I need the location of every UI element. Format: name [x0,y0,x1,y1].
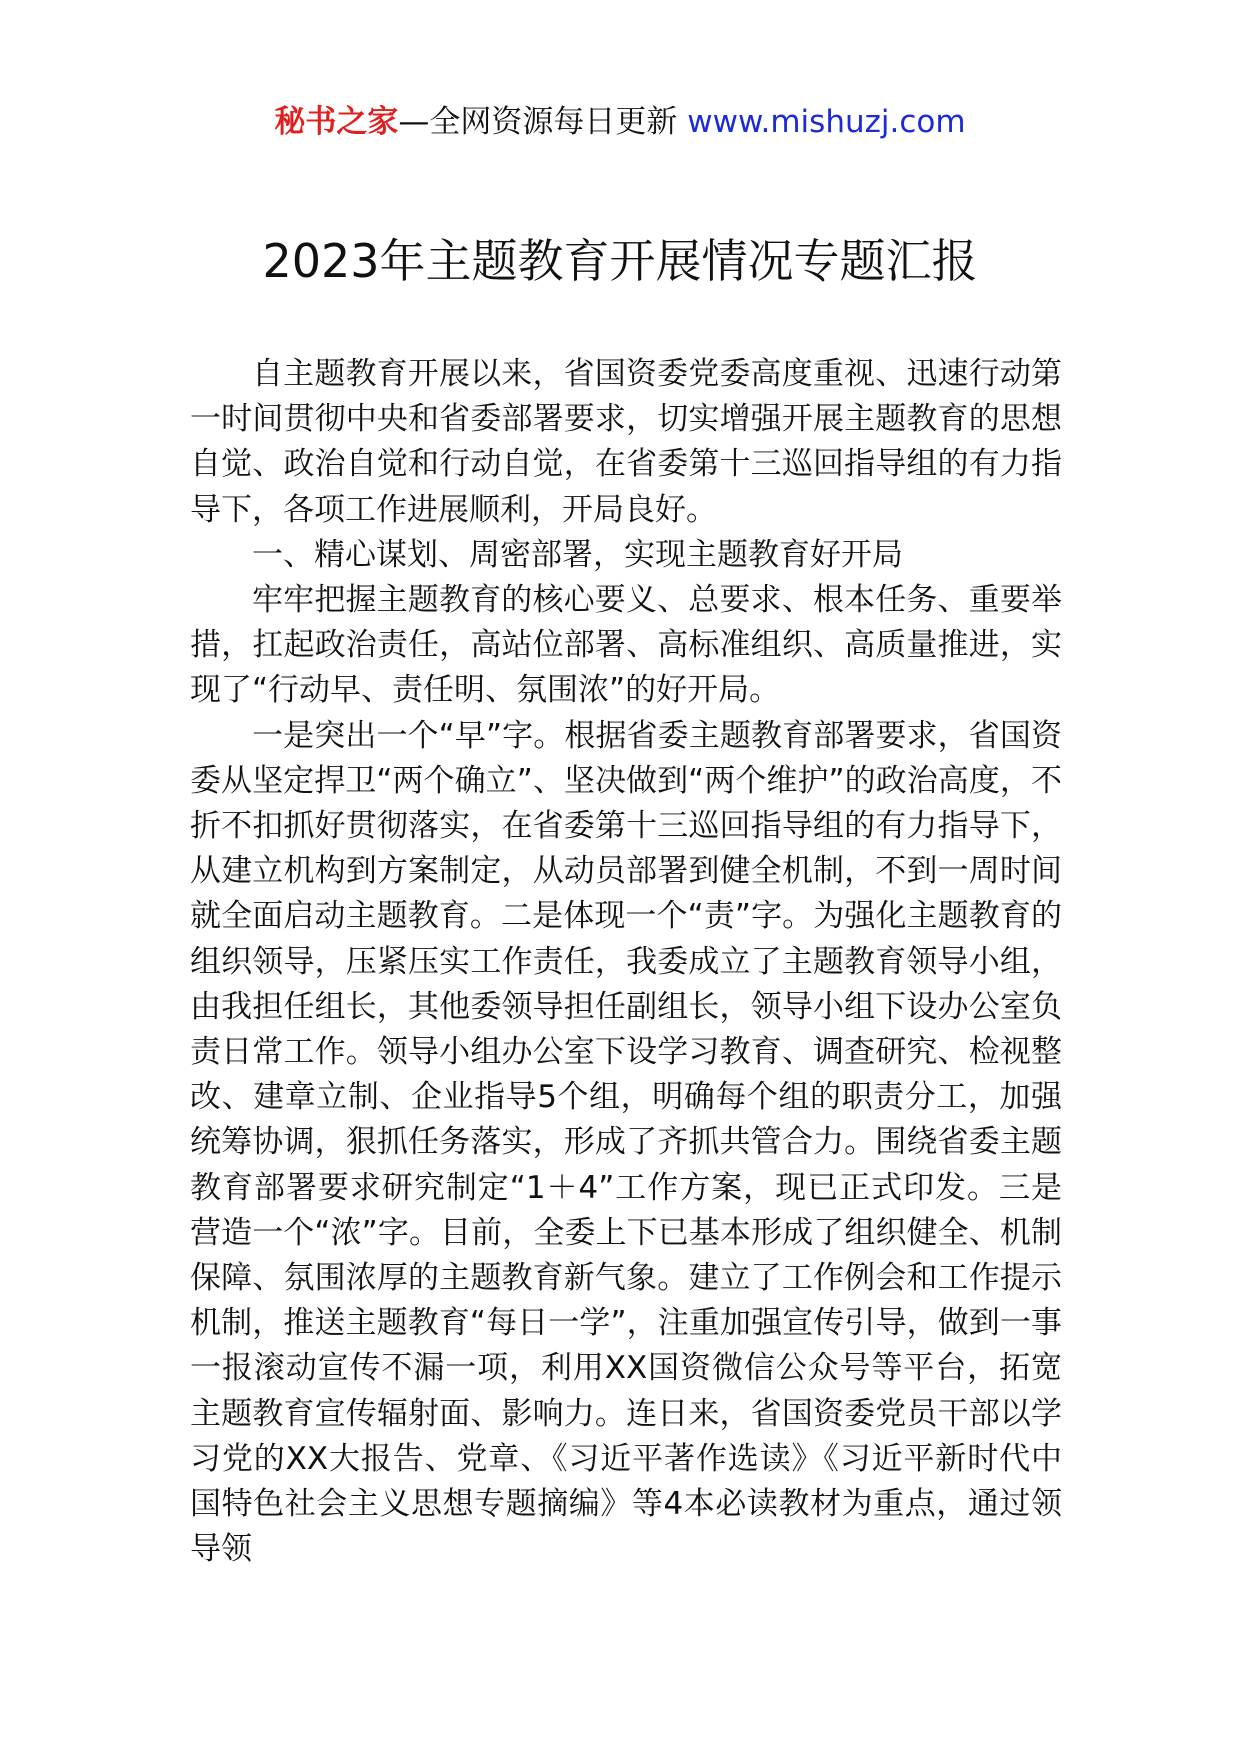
document-body [190,352,1062,1572]
site-url-link[interactable]: www.mishuzj.com [687,104,966,140]
header-tagline: —全网资源每日更新 [398,104,678,140]
paragraph-details: 一是突出一个“早”字。根据省委主题教育部署要求，省国资委从坚定捍卫“两个确立”、坚决做到“两个维护”的政治高度，不折不扣抓好贯彻落实，在省委第十三巡回指导组的有力指导下，从建立机构到方案制定，从动员部署到健全机制，不到一周时间就全面启动主题教育。二是体现一个“责”字。为强化主题教育的组织领导，压紧压实工作责任，我委成立了主题教育领导小组，由我担任组长，其他委领导担任副组长，领导小组下设办公室负责日常工作。领导小组办公室下设学习教育、调查研究、检视整改、建章立制、企业指导5个组，明确每个组的职责分工，加强统筹协调，狠抓任务落实，形成了齐抓共管合力。围绕省委主题教育部署要求研究制定“1＋4”工作方案，现已正式印发。三是营造一个“浓”字。目前，全委上下已基本形成了组织健全、机制保障、氛围浓厚的主题教育新气象。建立了工作例会和工作提示机制，推送主题教育“每日一学”，注重加强宣传引导，做到一事一报滚动宣传不漏一项，利用XX国资微信公众号等平台，拓宽主题教育宣传辐射面、影响力。连日来，省国资委党员干部以学习党的XX大报告、党章、《习近平著作选读》《习近平新时代中国特色社会主义思想专题摘编》等4本必读教材为重点，通过领导领 [190,717,1062,1568]
section-heading: 一、精心谋划、周密部署，实现主题教育好开局 [252,536,903,573]
document-title: 2023年主题教育开展情况专题汇报 [262,234,978,288]
paragraph-intro: 自主题教育开展以来，省国资委党委高度重视、迅速行动第一时间贯彻中央和省委部署要求，切实增强开展主题教育的思想自觉、政治自觉和行动自觉，在省委第十三巡回指导组的有力指导下，各项工作进展顺利，开局良好。 [190,356,1062,528]
paragraph-section-summary: 牢牢把握主题教育的核心要义、总要求、根本任务、重要举措，扛起政治责任，高站位部署、高标准组织、高质量推进，实现了“行动早、责任明、氛围浓”的好开局。 [190,582,1062,709]
brand-name: 秘书之家 [274,104,399,140]
site-header [0,100,1240,144]
